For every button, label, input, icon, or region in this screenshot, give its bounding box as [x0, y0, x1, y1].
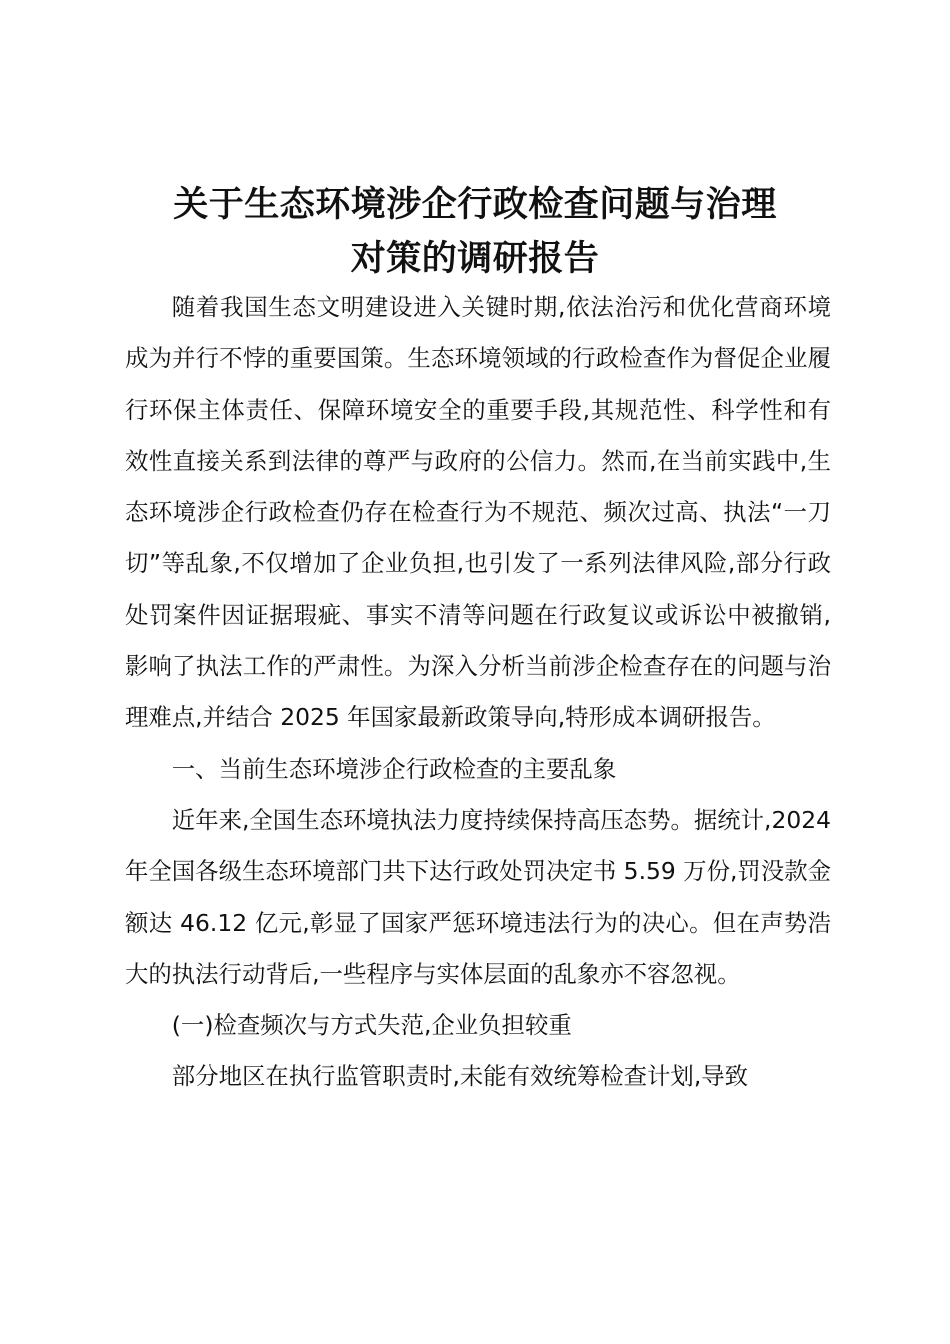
subsection-1-paragraph: 部分地区在执行监管职责时,未能有效统筹检查计划,导致 [171, 1062, 749, 1091]
title-line-1: 关于生态环境涉企行政检查问题与治理 [173, 184, 777, 225]
subsection-heading-1: (一)检查频次与方式失范,企业负担较重 [171, 1011, 572, 1040]
document-body [125, 282, 831, 1103]
intro-paragraph: 随着我国生态文明建设进入关键时期,依法治污和优化营商环境成为并行不悖的重要国策。生态环境领域的行政检查作为督促企业履行环保主体责任、保障环境安全的重要手段,其规范性、科学性和有效性直接关系到法律的尊严与政府的公信力。然而,在当前实践中,生态环境涉企行政检查仍存在检查行为不规范、频次过高、执法“一刀切”等乱象,不仅增加了企业负担,也引发了一系列法律风险,部分行政处罚案件因证据瑕疵、事实不清等问题在行政复议或诉讼中被撤销,影响了执法工作的严肃性。为深入分析当前涉企检查存在的问题与治理难点,并结合 2025 年国家最新政策导向,特形成本调研报告。 [125, 293, 831, 732]
document-title [120, 178, 830, 286]
title-line-2: 对策的调研报告 [350, 238, 600, 279]
section-heading-1: 一、当前生态环境涉企行政检查的主要乱象 [171, 754, 617, 783]
section-1-paragraph: 近年来,全国生态环境执法力度持续保持高压态势。据统计,2024 年全国各级生态环境部门共下达行政处罚决定书 5.59 万份,罚没款金额达 46.12 亿元,彰显了国家严惩环境违法行为的决心。但在声势浩大的执法行动背后,一些程序与实体层面的乱象亦不容忽视。 [125, 805, 831, 988]
